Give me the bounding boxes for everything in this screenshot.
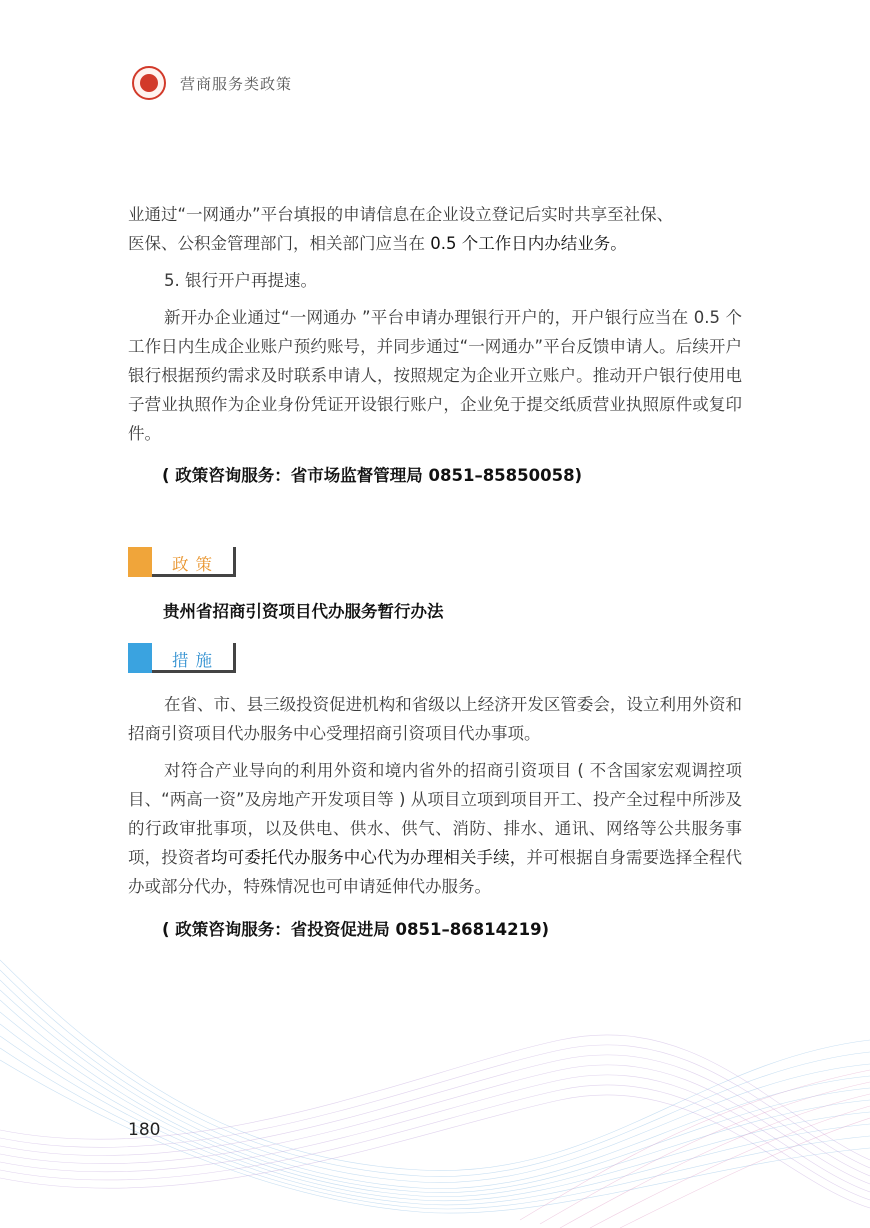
continued-line-2b: 0.5 个工作日内办结业务。 [430,234,627,253]
policy-tag-label: 政策 [172,555,219,574]
policy-title: 贵州省招商引资项目代办服务暂行办法 [163,602,444,621]
policy-tag [128,547,236,577]
continued-line-1: 业通过“一网通办”平台填报的申请信息在企业设立登记后实时共享至社保、 [128,205,674,224]
measures-paragraph-2c: 并可根据自身需要选择全程代办或部分代办，特殊情况也可申请延伸代办服务。 [128,848,743,896]
measures-paragraph-2a: 对符合产业导向的利用外资和境内省外的招商引资项目 ( 不含国家宏观调控项目、“两高一资”及房地产开发项目等 ) 从项目立项到项目开工、投产全过程中所涉及的行政审批事项，以及供电、供水、供气、消防、排水、通讯、网络等公共服务事项，投资者 [128,761,742,867]
consult-info-1: ( 政策咨询服务：省市场监督管理局 0851–85850058) [162,466,583,485]
measures-paragraph-2 [128,756,742,901]
logo-emblem-icon [132,66,166,100]
measures-tag-tab [128,643,154,673]
page-number: 180 [128,1120,161,1140]
page-header [132,66,292,100]
measures-paragraph-1: 在省、市、县三级投资促进机构和省级以上经济开发区管委会，设立利用外资和招商引资项目代办服务中心受理招商引资项目代办事项。 [128,695,742,743]
consult-info-2: ( 政策咨询服务：省投资促进局 0851–86814219) [162,920,550,939]
header-title: 营商服务类政策 [180,74,293,93]
measures-paragraph-2-emphasis: 均可委托代办服务中心代为办理相关手续， [211,848,527,867]
continued-paragraph [128,200,742,258]
bank-account-paragraph: 新开办企业通过“一网通办 ”平台申请办理银行开户的，开户银行应当在 0.5 个工作日内生成企业账户预约账号，并同步通过“一网通办”平台反馈申请人。后续开户银行根据预约需求及时联系申请人，按照规定为企业开立账户。推动开户银行使用电子营业执照作为企业身份凭证开设银行账户，企业免于提交纸质营业执照原件或复印件。 [128,308,742,443]
measures-tag [128,643,236,673]
measures-tag-label: 措施 [172,651,219,670]
continued-line-2a: 医保、公积金管理部门，相关部门应当在 [128,234,431,253]
decorative-wave-lines [0,920,870,1228]
item-5-heading: 5. 银行开户再提速。 [164,271,317,290]
policy-tag-tab [128,547,154,577]
